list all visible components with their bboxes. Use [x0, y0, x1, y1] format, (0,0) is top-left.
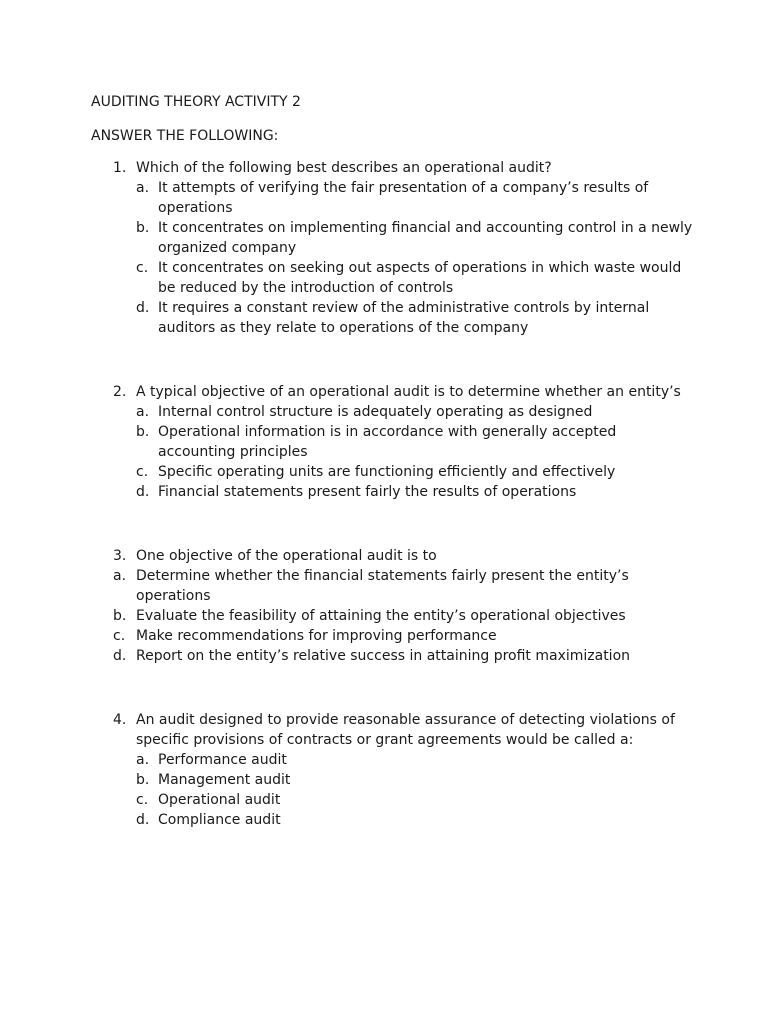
question-text: One objective of the operational audit is to	[136, 548, 437, 564]
option-letter: b.	[113, 608, 127, 624]
option-a	[0, 402, 768, 422]
question-text: Which of the following best describes an operational audit?	[136, 160, 552, 176]
option-c	[0, 790, 768, 810]
option-d	[0, 810, 768, 830]
option-letter: a.	[113, 568, 127, 584]
option-b	[0, 422, 768, 462]
question-text: A typical objective of an operational audit is to determine whether an entity’s	[136, 384, 681, 400]
option-text: It concentrates on seeking out aspects of operations in which waste would be reduced by the introduction of controls	[158, 260, 682, 296]
option-letter: a.	[136, 752, 150, 768]
option-letter: c.	[136, 464, 149, 480]
option-text: Operational information is in accordance with generally accepted accounting principles	[158, 424, 617, 460]
option-text: Internal control structure is adequately operating as designed	[158, 404, 593, 420]
option-letter: d.	[136, 300, 150, 316]
option-letter: d.	[136, 484, 150, 500]
option-text: Make recommendations for improving performance	[136, 628, 497, 644]
document-title: AUDITING THEORY ACTIVITY 2	[91, 94, 301, 110]
option-b	[0, 606, 768, 626]
option-a	[0, 566, 768, 606]
option-text: Compliance audit	[158, 812, 281, 828]
option-c	[0, 258, 768, 298]
option-letter: d.	[113, 648, 127, 664]
option-d	[0, 482, 768, 502]
option-letter: c.	[113, 628, 126, 644]
option-letter: b.	[136, 424, 150, 440]
option-letter: a.	[136, 180, 150, 196]
option-letter: c.	[136, 260, 149, 276]
option-letter: b.	[136, 772, 150, 788]
option-c	[0, 462, 768, 482]
document-instruction: ANSWER THE FOLLOWING:	[91, 128, 279, 144]
option-text: Report on the entity’s relative success in attaining profit maximization	[136, 648, 631, 664]
option-a	[0, 750, 768, 770]
option-b	[0, 770, 768, 790]
option-d	[0, 298, 768, 338]
question-4	[0, 710, 768, 830]
option-text: Operational audit	[158, 792, 281, 808]
option-text: It requires a constant review of the administrative controls by internal auditors as they relate to operations of the company	[158, 300, 650, 336]
option-d	[0, 646, 768, 666]
option-letter: c.	[136, 792, 149, 808]
option-b	[0, 218, 768, 258]
question-text: An audit designed to provide reasonable assurance of detecting violations of specific provisions of contracts or grant agreements would be called a:	[136, 712, 675, 748]
option-text: Management audit	[158, 772, 291, 788]
option-c	[0, 626, 768, 646]
option-text: Evaluate the feasibility of attaining the entity’s operational objectives	[136, 608, 626, 624]
question-2	[0, 382, 768, 502]
option-text: Determine whether the financial statements fairly present the entity’s operations	[136, 568, 629, 604]
question-1	[0, 158, 768, 338]
option-text: Specific operating units are functioning efficiently and effectively	[158, 464, 616, 480]
question-number: 4.	[113, 712, 127, 728]
option-text: Performance audit	[158, 752, 287, 768]
option-letter: b.	[136, 220, 150, 236]
option-text: It concentrates on implementing financial and accounting control in a newly organized company	[158, 220, 693, 256]
question-number: 3.	[113, 548, 127, 564]
option-letter: a.	[136, 404, 150, 420]
option-a	[0, 178, 768, 218]
question-number: 1.	[113, 160, 127, 176]
question-3	[0, 546, 768, 666]
question-number: 2.	[113, 384, 127, 400]
option-letter: d.	[136, 812, 150, 828]
option-text: It attempts of verifying the fair presentation of a company’s results of operations	[158, 180, 649, 216]
option-text: Financial statements present fairly the results of operations	[158, 484, 577, 500]
